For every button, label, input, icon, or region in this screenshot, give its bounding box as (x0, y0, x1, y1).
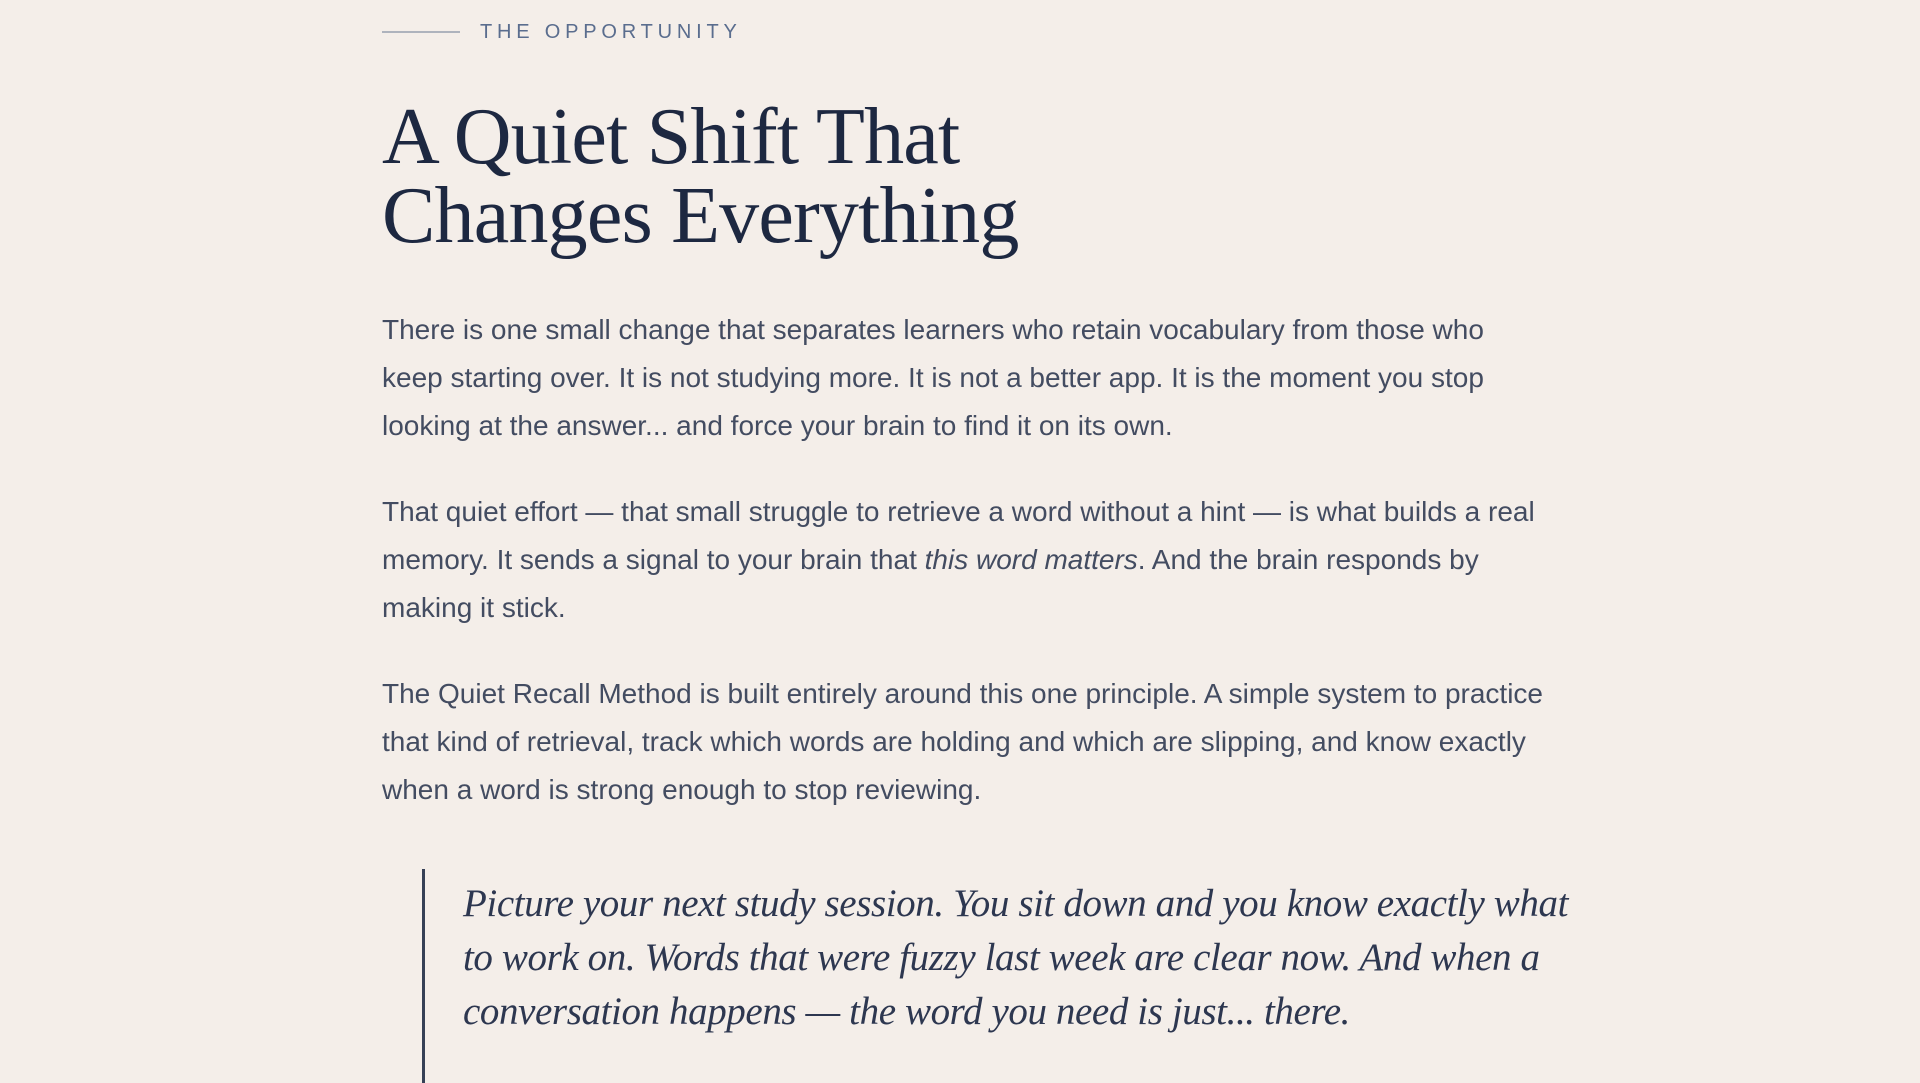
paragraph-memory-signal-ending: . And the brain responds by making it stick. (382, 544, 1479, 623)
paragraph-retention-change: There is one small change that separates learners who retain vocabulary from those who keep starting over. It is not studying more. It is not a better app. It is the moment you stop looking at the answer... and force your brain to find it on its own. (382, 314, 1484, 441)
section-eyebrow (382, 20, 742, 44)
paragraph-memory-signal (382, 488, 1552, 632)
page-title: A Quiet Shift That Changes Everything (382, 93, 1019, 260)
study-session-quote (422, 869, 1592, 1083)
paragraph-memory-signal-intro: That quiet effort — that small struggle to retrieve a word without a hint — is what builds a real memory. It sends a signal to your brain that (382, 496, 1535, 575)
quote-text: Picture your next study session. You sit down and you know exactly what to work on. Words that were fuzzy last week are clear now. And when a conversation happens — the word you need is just... there. (463, 882, 1568, 1033)
eyebrow-label: THE OPPORTUNITY (480, 21, 742, 43)
paragraph-method-principle: The Quiet Recall Method is built entirely around this one principle. A simple system to practice that kind of retrieval, track which words are holding and which are slipping, and know exactly when a word is strong enough to stop reviewing. (382, 678, 1544, 805)
eyebrow-divider (382, 31, 460, 33)
quote-accent-bar (422, 869, 425, 1083)
emphasized-phrase: this word matters (924, 544, 1138, 575)
